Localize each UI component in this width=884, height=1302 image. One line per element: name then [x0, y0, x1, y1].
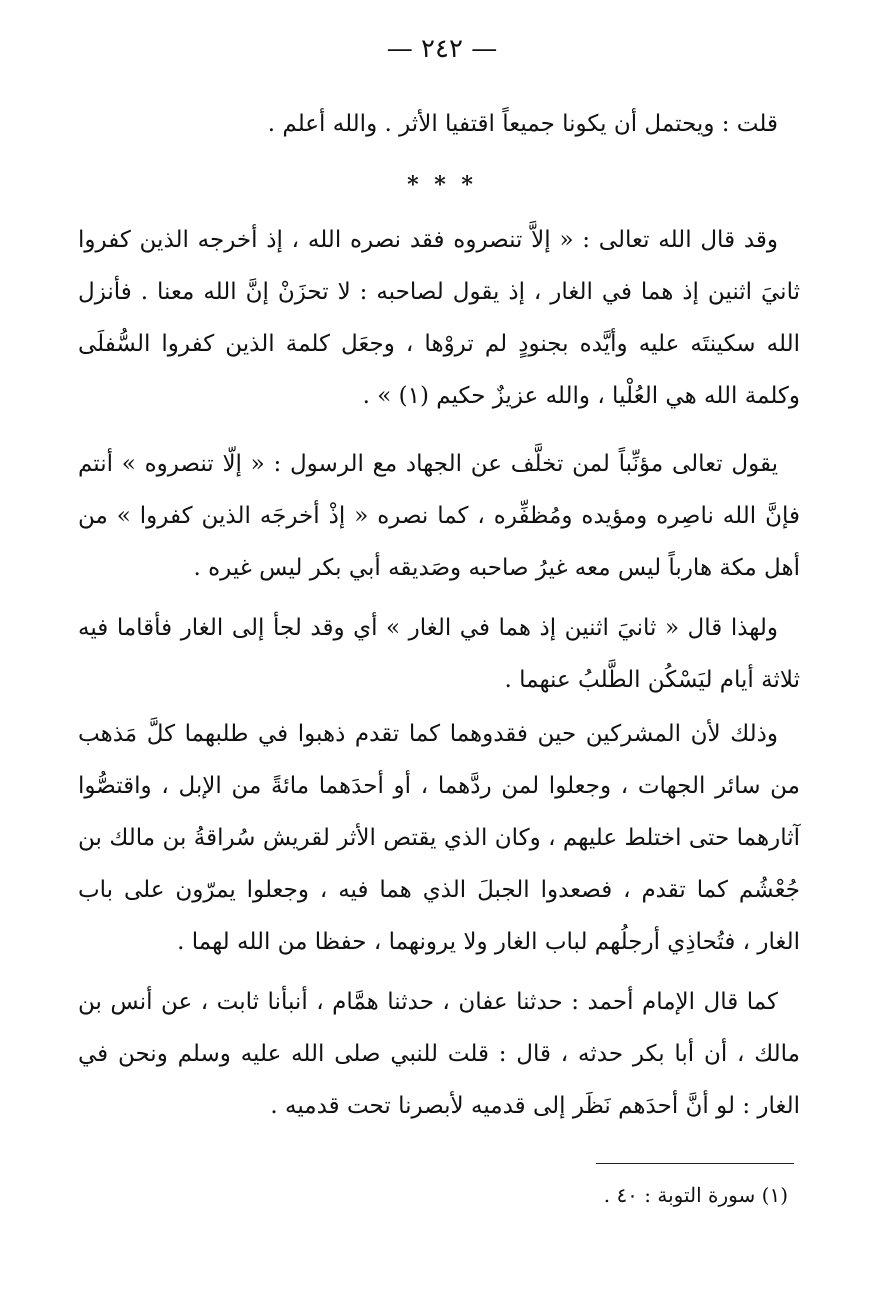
paragraph-6 — [78, 976, 800, 1140]
section-separator: * * * — [407, 172, 477, 198]
paragraph-2 — [78, 214, 800, 428]
footnote: (١) سورة التوبة : ٤٠ . — [603, 1183, 788, 1207]
paragraph-text: وقد قال الله تعالى : « إلاَّ تنصروه فقد نصره الله ، إذ أخرجه الذين كفروا ثانيَ اثنين إذ هما في الغار ، إذ يقول لصاحبه : لا تحزَنْ إنَّ الله معنا . فأنزل الله سكينتَه عليه وأيَّده بجنودٍ لم تروْها ، وجعَل كلمة الذين كفروا السُّفلَى وكلمة الله هي العُلْيا ، والله عزيزٌ حكيم (١) » . — [78, 227, 800, 409]
paragraph-text: وذلك لأن المشركين حين فقدوهما كما تقدم ذهبوا في طلبهما كلَّ مَذهب من سائر الجهات ، وجعلوا لمن ردَّهما ، أو أحدَهما مائةً من الإبل ، واقتصُّوا آثارهما حتى اختلط عليهم ، وكان الذي يقتص الأثر لقريش سُراقةُ بن مالك بن جُعْشُم كما تقدم ، فصعدوا الجبلَ الذي هما فيه ، وجعلوا يمرّون على باب الغار ، فتُحاذِي أرجلُهم لباب الغار ولا يرونهما ، حفظا من الله لهما . — [78, 721, 800, 955]
paragraph-text: كما قال الإمام أحمد : حدثنا عفان ، حدثنا همَّام ، أنبأنا ثابت ، عن أنس بن مالك ، أن أبا بكر حدثه ، قال : قلت للنبي صلى الله عليه وسلم ونحن في الغار : لو أنَّ أحدَهم نَظَر إلى قدميه لأبصرنا تحت قدميه . — [78, 989, 800, 1119]
paragraph-5 — [78, 708, 800, 978]
paragraph-text: ولهذا قال « ثانيَ اثنين إذ هما في الغار » أي وقد لجأ إلى الغار فأقاما فيه ثلاثة أيام ليَسْكُن الطَّلبُ عنهما . — [78, 615, 800, 693]
paragraph-4 — [78, 602, 800, 708]
paragraph-text: قلت : ويحتمل أن يكونا جميعاً اقتفيا الأثر . والله أعلم . — [267, 111, 778, 137]
footnote-divider — [596, 1163, 794, 1164]
paragraph-text: يقول تعالى مؤنِّباً لمن تخلَّف عن الجهاد مع الرسول : « إلّا تنصروه » أنتم فإنَّ الله ناصِره ومؤيده ومُظفِّره ، كما نصره « إذْ أخرجَه الذين كفروا » من أهل مكة هارباً ليس معه غيرُ صاحبه وصَديقه أبي بكر ليس غيره . — [78, 451, 800, 581]
page-number: — ٢٤٢ — — [386, 34, 498, 64]
paragraph-3 — [78, 438, 800, 598]
paragraph-1 — [78, 98, 800, 150]
